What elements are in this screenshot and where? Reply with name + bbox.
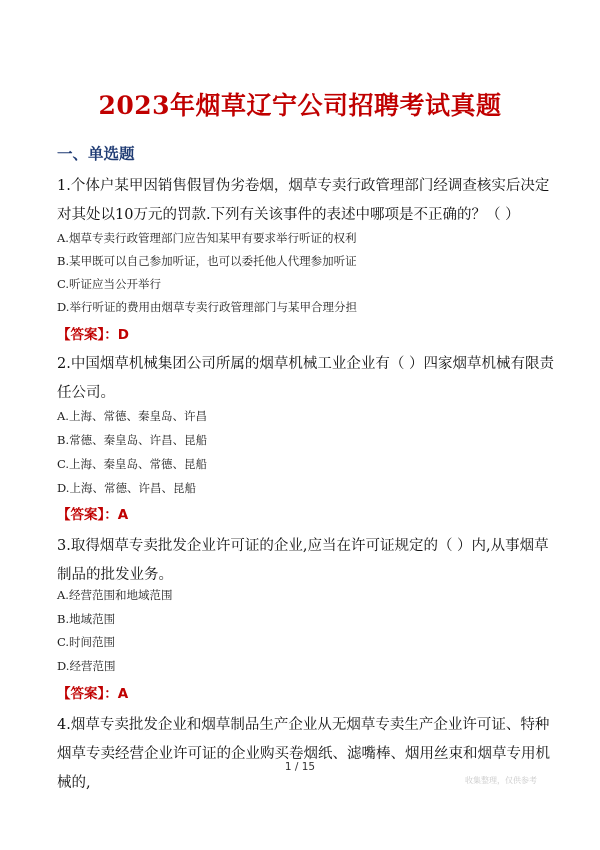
question-2-answer: 【答案】：A: [57, 507, 129, 523]
question-3-option-b: B.地域范围: [57, 612, 116, 626]
question-1-text: 1.个体户某甲因销售假冒伪劣卷烟，烟草专卖行政管理部门经调查核实后决定对其处以10万元的罚款.下列有关该事件的表述中哪项是不正确的？（ ）: [57, 178, 550, 223]
question-2-text: 2.中国烟草机械集团公司所属的烟草机械工业企业有（ ）四家烟草机械有限责任公司。: [57, 356, 554, 401]
question-3-text: 3.取得烟草专卖批发企业许可证的企业,应当在许可证规定的（ ）内,从事烟草制品的批发业务。: [57, 538, 549, 583]
question-3-option-c: C.时间范围: [57, 635, 116, 649]
question-1-option-c: C.听证应当公开举行: [57, 277, 162, 291]
question-4-text: 4.烟草专卖批发企业和烟草制品生产企业从无烟草专卖生产企业许可证、特种烟草专卖经营企业许可证的企业购买卷烟纸、滤嘴棒、烟用丝束和烟草专用机械的,: [57, 717, 550, 791]
question-2-option-b: B.常德、秦皇岛、许昌、昆船: [57, 433, 208, 447]
watermark-text: 收集整理，仅供参考: [465, 776, 537, 785]
question-3-option-d: D.经营范围: [57, 659, 116, 673]
question-1-answer: 【答案】：D: [57, 327, 129, 343]
question-3-option-a: A.经营范围和地域范围: [57, 588, 173, 602]
page-number: 1 / 15: [284, 761, 316, 773]
section-heading: 一、单选题: [57, 144, 135, 163]
document-title: 2023年烟草辽宁公司招聘考试真题: [98, 91, 502, 120]
question-1-option-a: A.烟草专卖行政管理部门应告知某甲有要求举行听证的权利: [57, 231, 357, 245]
question-2-option-a: A.上海、常德、秦皇岛、许昌: [57, 409, 207, 423]
question-2-option-c: C.上海、秦皇岛、常德、昆船: [57, 457, 208, 471]
question-1-option-b: B.某甲既可以自己参加听证，也可以委托他人代理参加听证: [57, 254, 357, 268]
question-2-option-d: D.上海、常德、许昌、昆船: [57, 481, 196, 495]
question-3-answer: 【答案】：A: [57, 686, 129, 702]
question-1-option-d: D.举行听证的费用由烟草专卖行政管理部门与某甲合理分担: [57, 300, 357, 314]
